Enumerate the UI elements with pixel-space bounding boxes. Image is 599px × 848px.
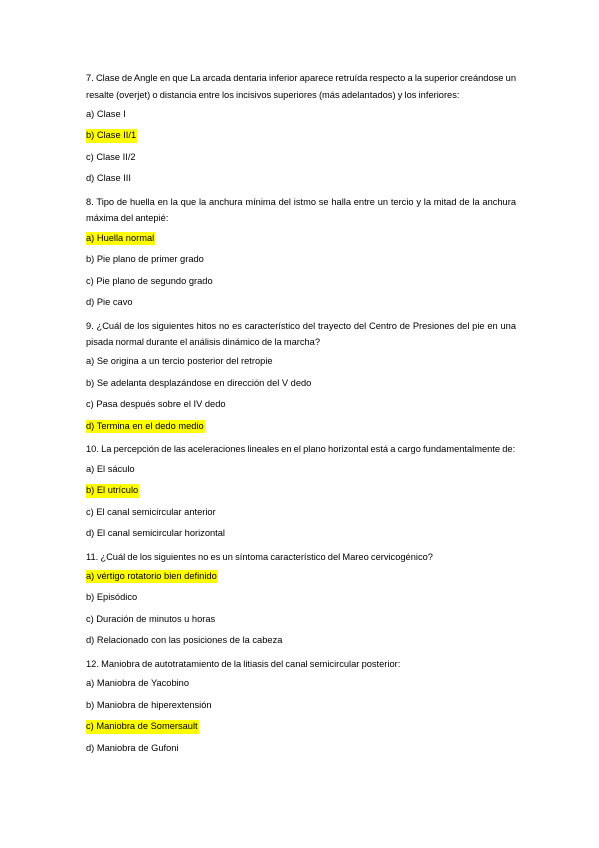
answer-option	[86, 634, 516, 648]
answer-option-label: b) El utrículo	[86, 484, 139, 498]
answer-option-highlighted	[86, 570, 516, 584]
answer-option	[86, 275, 516, 289]
answer-option	[86, 506, 516, 520]
answer-option	[86, 398, 516, 412]
answer-option-label: c) Clase II/2	[86, 151, 136, 162]
answer-option-label: d) Clase III	[86, 173, 131, 184]
answer-option-label: b) Se adelanta desplazándose en dirección del V dedo	[86, 377, 312, 388]
answer-option-highlighted	[86, 420, 516, 434]
answer-option-label: d) Maniobra de Gufoni	[86, 742, 179, 753]
question-text: 7. Clase de Angle en que La arcada dentaria inferior aparece retruída respecto a la superior creándose un resalte (overjet) o distancia entre los incisivos superiores (más adelantados) y los inferiores:	[86, 73, 516, 100]
answer-option-label: a) Se origina a un tercio posterior del retropie	[86, 356, 273, 367]
answer-option	[86, 355, 516, 369]
question-block	[86, 70, 516, 186]
answer-option-highlighted	[86, 720, 516, 734]
answer-option	[86, 296, 516, 310]
answer-option	[86, 591, 516, 605]
answer-option-label: d) Termina en el dedo medio	[86, 420, 205, 434]
answer-option-label: b) Pie plano de primer grado	[86, 254, 204, 265]
answer-option	[86, 172, 516, 186]
answer-option-label: b) Episódico	[86, 592, 138, 603]
answer-option-label: c) El canal semicircular anterior	[86, 506, 216, 517]
answer-option-label: a) El sáculo	[86, 463, 135, 474]
answer-option	[86, 527, 516, 541]
answer-option-label: a) Clase I	[86, 108, 126, 119]
answer-option-label: c) Pasa después sobre el IV dedo	[86, 399, 226, 410]
answer-option	[86, 613, 516, 627]
question-block	[86, 194, 516, 310]
answer-option	[86, 677, 516, 691]
answer-option	[86, 377, 516, 391]
question-text: 11. ¿Cuál de los siguientes no es un síntoma característico del Mareo cervicogénico?	[86, 551, 433, 562]
answer-option	[86, 151, 516, 165]
question-list	[86, 70, 516, 763]
question-block	[86, 549, 516, 648]
answer-option	[86, 108, 516, 122]
answer-option-label: b) Maniobra de hiperextensión	[86, 699, 212, 710]
question-text: 9. ¿Cuál de los siguientes hitos no es característico del trayecto del Centro de Presiones del pie en una pisada normal durante el análisis dinámico de la marcha?	[86, 320, 516, 348]
answer-option-label: d) Pie cavo	[86, 297, 133, 308]
answer-option	[86, 253, 516, 267]
answer-option-highlighted	[86, 484, 516, 498]
answer-option-highlighted	[86, 129, 516, 143]
question-block	[86, 656, 516, 755]
answer-option-label: d) El canal semicircular horizontal	[86, 528, 225, 539]
answer-option-label: a) Huella normal	[86, 232, 155, 246]
answer-option-label: c) Pie plano de segundo grado	[86, 275, 213, 286]
answer-option	[86, 742, 516, 756]
question-text: 12. Maniobra de autotratamiento de la litiasis del canal semicircular posterior:	[86, 658, 401, 669]
answer-option-label: a) vértigo rotatorio bien definido	[86, 570, 218, 584]
answer-option-highlighted	[86, 232, 516, 246]
answer-option	[86, 699, 516, 713]
question-text: 10. La percepción de las aceleraciones lineales en el plano horizontal está a cargo fundamentalmente de:	[86, 444, 516, 455]
question-block	[86, 441, 516, 540]
answer-option-label: d) Relacionado con las posiciones de la cabeza	[86, 635, 283, 646]
answer-option-label: c) Duración de minutos u horas	[86, 613, 216, 624]
question-block	[86, 318, 516, 434]
answer-option-label: a) Maniobra de Yacobino	[86, 678, 190, 689]
question-text: 8. Tipo de huella en la que la anchura mínima del istmo se halla entre un tercio y la mitad de la anchura máxima del antepié:	[86, 196, 516, 224]
answer-option-label: c) Maniobra de Somersault	[86, 720, 199, 734]
answer-option	[86, 463, 516, 477]
answer-option-label: b) Clase II/1	[86, 129, 137, 143]
